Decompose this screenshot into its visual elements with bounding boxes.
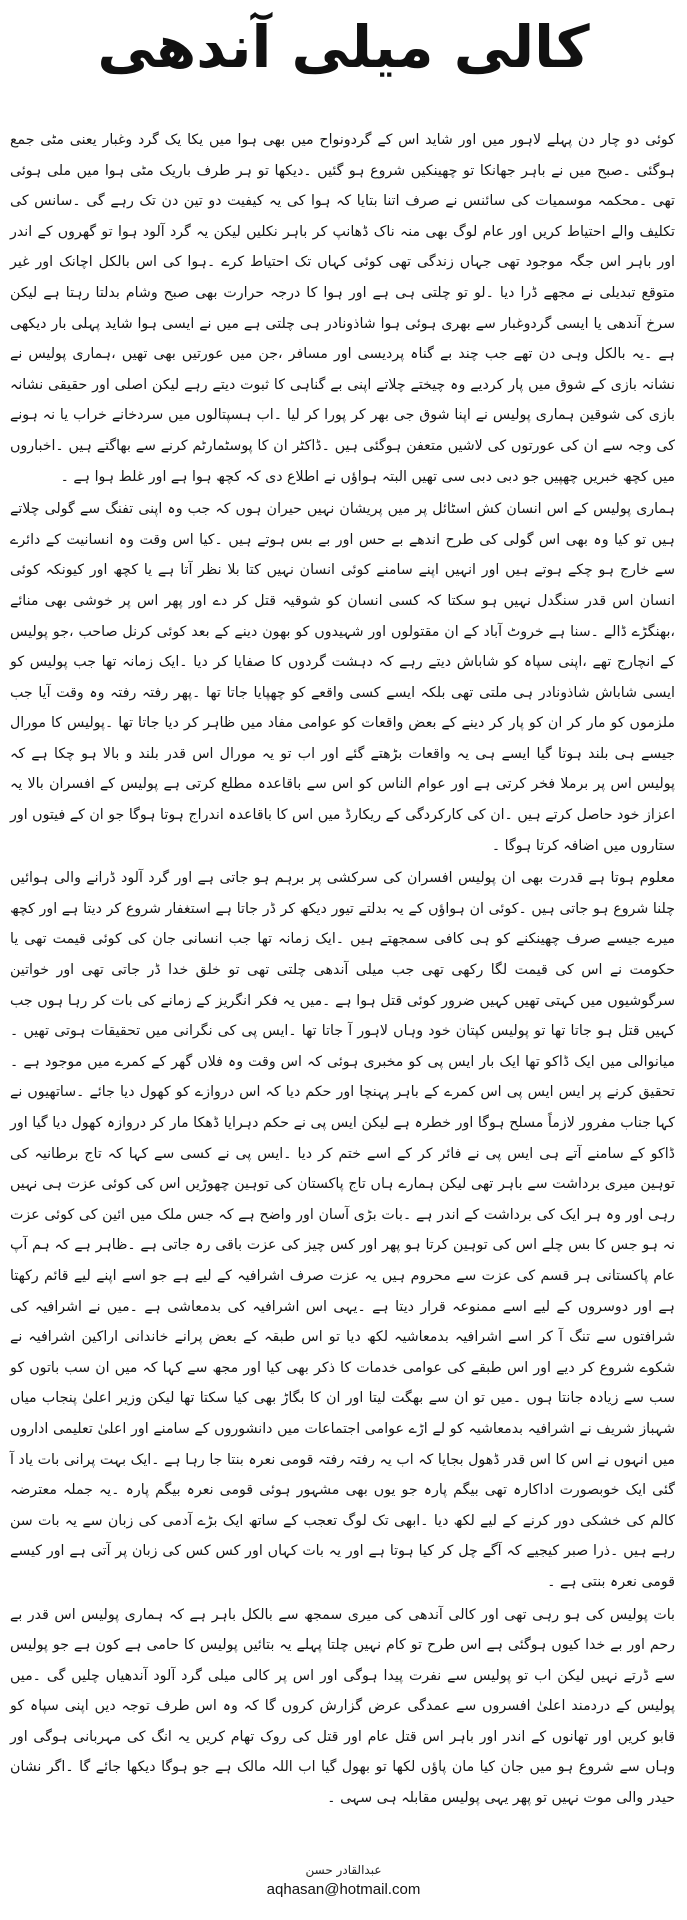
article-body [10, 125, 675, 1816]
page-title: کالی میلی آندھی [97, 13, 590, 81]
author-email[interactable]: aqhasan@hotmail.com [266, 1881, 421, 1898]
author-name: عبدالقادر حسن [305, 1863, 382, 1877]
paragraph: ہماری پولیس کے اس انسان کش اسٹائل پر میں پریشان نہیں حیران ہوں کہ جب وہ اپنی تفنگ سے گولی چلاتے ہیں تو کیا وہ بھی اس گولی کی طرح اندھے بے حس اور بے بس ہوتے ہیں ۔کیا اس وقت وہ انسانیت کے دائرے سے خارج ہو چکے ہوتے ہیں اور انہیں اپنے سامنے کوئی انسان نہیں کتا بلا نظر آتا ہے یا کچھ اور کیونکہ کوئی انسان اس قدر سنگدل نہیں ہو سکتا کہ کسی انسان کو شوقیہ قتل کر دے اور پھر اس پر خوشی بھی منائے ،بھنگڑے ڈالے ۔سنا ہے خروٹ آباد کے ان مقتولوں اور شہیدوں کو بھون دینے کے بعد کوئی کرنل صاحب ،جو پولیس کے انچارج تھے ،اپنی سپاہ کو شاباش دیتے رہے کہ دہشت گردوں کا صفایا کر دیا ۔ایک زمانہ تھا جب پولیس کو ایسی شاباش شاذونادر ہی ملتی تھی بلکہ ایسے کسی واقعے کو چھپایا جاتا تھا ۔پھر رفتہ رفتہ وہ وقت آیا جب ملزموں کو مار کر ان کو پار کر دینے کے بعض واقعات کو عوامی مفاد میں ظاہر کر دیا جاتا تھا ۔پولیس کا مورال جیسے ہی بلند ہوتا گیا ایسے ہی یہ واقعات بڑھتے گئے اور اب تو یہ مورال اس قدر بلند و بالا ہو چکا ہے کہ پولیس اس پر برملا فخر کرتی ہے اور عوام الناس کو اس سے باقاعدہ مطلع کرتی ہے پولیس کے افسران بالا یہ اعزاز خود حاصل کرتے ہیں ۔ان کی کارکردگی کے ریکارڈ میں اس کا باقاعدہ اندراج ہوتا ہوگا جو ان کے فیتوں اور ستاروں میں اضافہ کرتا ہوگا ۔ [10, 501, 675, 854]
paragraph: معلوم ہوتا ہے قدرت بھی ان پولیس افسران کی سرکشی پر برہم ہو جاتی ہے اور گرد آلود ڈرانے والی ہوائیں چلنا شروع ہو جاتی ہیں ۔کوئی ان ہواؤں کے یہ بدلتے تیور دیکھ کر ڈر جاتا ہے استغفار شروع کر دیتا ہے اور کچھ میرے جیسے صرف چھینکنے کو ہی کافی سمجھتے ہیں ۔ایک زمانہ تھا جب انسانی جان کی کوئی قیمت تھی یا حکومت نے اس کی قیمت لگا رکھی تھی جب میلی آندھی چلتی تھی تو خلق خدا ڈر جاتی تھی اور خواتین سرگوشیوں میں کہتی تھیں کہیں ضرور کوئی قتل ہوا ہے ۔میں یہ فکر انگریز کے زمانے کی بات کر رہا ہوں جب کہیں قتل ہو جاتا تھا تو پولیس کپتان خود وہاں لاہور آ جاتا تھا ۔ایس پی کی نگرانی میں تحقیقات ہوتی تھیں ۔میانوالی میں ایک ڈاکو تھا ایک بار ایس پی کو مخبری ہوئی کہ اس وقت وہ فلاں گھر کے کمرے میں موجود ہے ۔تحقیق کرنے پر ایس ایس پی اس کمرے کے باہر پہنچا اور حکم دیا کہ اس دروازے کو کھول دیا جائے ۔ساتھیوں نے کہا جناب مفرور لازماً مسلح ہوگا اور خطرہ ہے لیکن ایس پی نے حکم دہرایا ڈھکا مار کر دروازہ کھول دیا گیا اور ڈاکو کے سامنے آتے ہی ایس پی نے فائر کر کے اسے ختم کر دیا ۔ایس پی نے کسی سے کہا کہ تاج برطانیہ کی توہین میری برداشت سے باہر تھی لیکن ہمارے ہاں تاج پاکستان کی توہین چھوڑیں اس کی کوئی عزت ہی نہیں رہی اور وہ ہر ایک کی برداشت کے اندر ہے ۔بات بڑی آسان اور واضح ہے کہ جس ملک میں ائین کی کوئی عزت نہ ہو جس کا بس چلے اس کی توہین کرتا ہو پھر اور کس چیز کی عزت باقی رہ جاتی ہے ۔ظاہر ہے کہ ہم آپ عام پاکستانی ہر قسم کی عزت سے محروم ہیں یہ عزت صرف اشرافیہ کے لیے ہے جو اسے اپنے لیے قائم رکھتا ہے اور دوسروں کے لیے اسے ممنوعہ قرار دیتا ہے ۔یہی اس اشرافیہ کی بدمعاشی ہے ۔میں نے اشرافیہ کی شرافتوں سے تنگ آ کر اسے اشرافیہ بدمعاشیہ لکھ دیا تو اس طبقہ کے بعض پرانے خاندانی اراکین اشرافیہ نے شکوے شروع کر دیے اور اس طبقے کی عوامی خدمات کا ذکر بھی کیا اور مجھ سے کہا کہ میں ان سب باتوں کو سب سے زیادہ جانتا ہوں ۔میں تو ان سے بھگت لیتا اور ان کا بگاڑ بھی کیا سکتا تھا لیکن وزیر اعلیٰ پنجاب میاں شہباز شریف نے اشرافیہ بدمعاشیہ کو لے اڑے عوامی اجتماعات میں دانشوروں کے سامنے اور اعلیٰ تعلیمی اداروں میں انہوں نے اس کا اس قدر ڈھول بجایا کہ اب یہ رفتہ رفتہ قومی نعرہ بنتا جا رہا ہے ۔ایک بہت پرانی بات یاد آ گئی ایک خوبصورت اداکارہ تھی بیگم پارہ جو یوں بھی مشہور ہوئی قومی نعرہ بیگم پارہ ۔یہ جملہ معترضہ کالم کی خشکی دور کرنے کے لیے لکھ دیا ۔ابھی تک لوگ تعجب کے ساتھ ایک بڑے آدمی کی زبان سے یہ بات سن رہے ہیں ۔ذرا صبر کیجیے کہ آگے چل کر کیا ہوتا ہے اور یہ بات کہاں اور کس کس کی زبان پر آتی ہے اور کیسے قومی نعرہ بنتی ہے ۔ [10, 870, 675, 1590]
paragraph: بات پولیس کی ہو رہی تھی اور کالی آندھی کی میری سمجھ سے بالکل باہر ہے کہ ہماری پولیس اس قدر بے رحم اور بے خدا کیوں ہوگئی ہے اس طرح تو کام نہیں چلتا پہلے یہ بتائیں پولیس کا حامی ہے کون ہے جو پولیس سے ڈرتے نہیں لیکن اب تو پولیس سے نفرت پیدا ہوگی اور اس پر کالی میلی گرد آلود آندھیاں چلیں گی ۔میں پولیس کے دردمند اعلیٰ افسروں سے عمدگی عرض گزارش کروں گا کہ وہ اس طرف توجہ دیں اپنی سپاہ کو قابو کریں اور تھانوں کے اندر اور باہر اس قتل عام اور قتل کی روک تھام کریں یہ انگ کی مہربانی ہوگی اور وہاں سے شروع ہو میں جان کیا مان پاؤں لکھا تو بھول گیا اب اللہ مالک ہے جو ہوگا دیکھا جائے گا ۔اگر نشان حیدر والی موت نہیں تو پھر یہی پولیس مقابلہ ہی سہی ۔ [10, 1606, 675, 1807]
paragraph: کوئی دو چار دن پہلے لاہور میں اور شاید اس کے گردونواح میں بھی ہوا میں یکا یک گرد وغبار یعنی مٹی جمع ہوگئی ۔صبح میں نے باہر جھانکا تو چھینکیں شروع ہو گئیں ۔دیکھا تو ہر طرف باریک مٹی ہوا میں ملی ہوئی تھی ۔محکمہ موسمیات کی سائنس نے صرف اتنا بتایا کہ ہوا کی یہ کیفیت دو تین دن تک رہے گی ۔سانس کی تکلیف والے احتیاط کریں اور عام لوگ بھی منہ ناک ڈھانپ کر باہر نکلیں لیکن یہ گرد آلود ہوا تو گھروں کے اندر اور باہر اس جگہ موجود تھی جہاں زندگی تھی کوئی کہاں تک احتیاط کرے ۔ہوا کی اس بالکل اچانک اور غیر متوقع تبدیلی نے مجھے ڈرا دیا ۔لو تو چلتی ہی ہے اور ہوا کا درجہ حرارت بھی صبح وشام بدلتا رہتا ہے لیکن سرخ آندھی یا ایسی گردوغبار سے بھری ہوئی ہوا شاذونادر ہی چلتی ہے میں نے ایسی ہوا شاید پہلی بار دیکھی ہے ۔یہ بالکل وہی دن تھے جب چند بے گناہ پردیسی اور مسافر ،جن میں عورتیں بھی تھیں ،ہماری پولیس نے نشانہ بازی کے شوق میں پار کردیے وہ چیختے چلاتے اپنی بے گناہی کا ثبوت دیتے رہے لیکن اصلی اور حقیقی نشانہ بازی کی شوقین ہماری پولیس نے اپنا شوق جی بھر کر پورا کر لیا ۔اب ہسپتالوں میں سردخانے خراب یا نہ ہونے کی وجہ سے ان کی عورتوں کی لاشیں متعفن ہوگئی ہیں ۔ڈاکٹر ان کا پوسٹمارٹم کرنے سے بھاگتے ہیں ۔اخباروں میں کچھ خبریں چھپیں جو دبی دبی سی تھیں البتہ ہواؤں نے اطلاع دی کہ کچھ ہوا ہے اور غلط ہوا ہے ۔ [10, 132, 675, 485]
author-signature [0, 1862, 687, 1900]
